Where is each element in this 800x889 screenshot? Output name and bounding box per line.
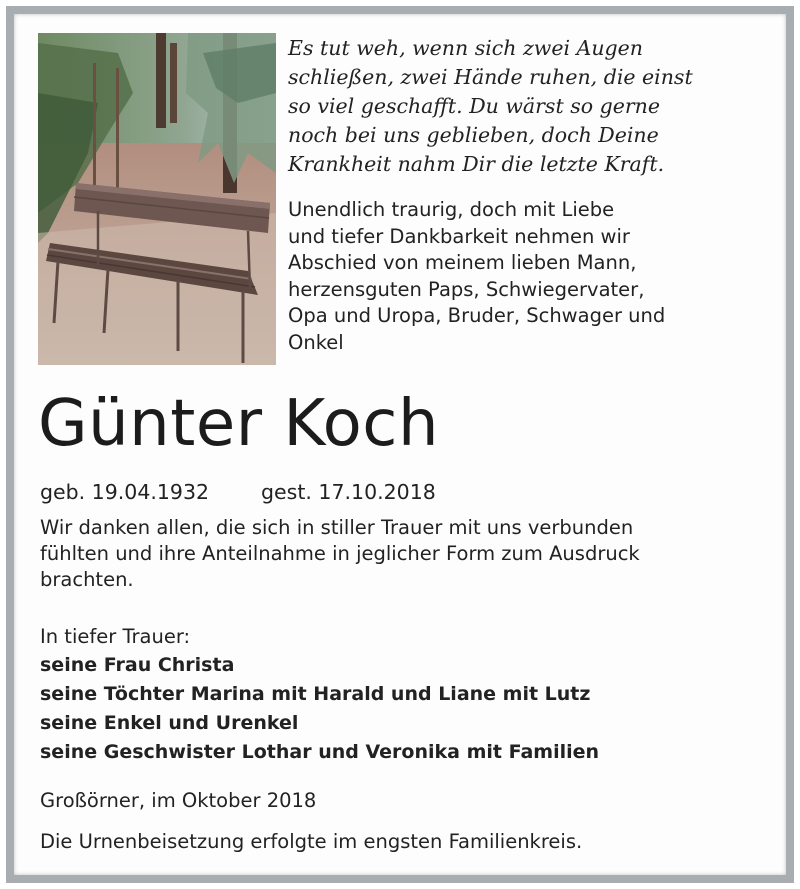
place-date: Großörner, im Oktober 2018	[40, 789, 317, 812]
poem-line: Es tut weh, wenn sich zwei Augen	[288, 36, 644, 60]
intro-line: Opa und Uropa, Bruder, Schwager und	[288, 304, 666, 327]
bench-photo	[38, 33, 276, 365]
poem-text	[288, 34, 758, 179]
mourners-heading: In tiefer Trauer:	[40, 625, 191, 648]
intro-line: herzensguten Paps, Schwiegervater,	[288, 277, 645, 301]
burial-note: Die Urnenbeisetzung erfolgte im engsten Familienkreis.	[40, 830, 583, 853]
mourner-entry: seine Geschwister Lothar und Veronika mit Familien	[40, 741, 600, 763]
death-date: gest. 17.10.2018	[261, 480, 436, 504]
bench-photo-image	[38, 33, 276, 365]
intro-line: Onkel	[288, 330, 344, 354]
deceased-name: Günter Koch	[38, 387, 440, 461]
thanks-line: fühlten und ihre Anteilnahme in jeglicher Form zum Ausdruck	[40, 542, 640, 565]
life-dates	[40, 478, 436, 506]
poem-line: Krankheit nahm Dir die letzte Kraft.	[288, 152, 665, 176]
poem-line: so viel geschafft. Du wärst so gerne	[288, 94, 660, 118]
intro-text	[288, 197, 758, 356]
intro-line: und tiefer Dankbarkeit nehmen wir	[288, 224, 630, 248]
thanks-text	[40, 515, 760, 593]
mourners-block	[40, 622, 599, 767]
mourner-entry: seine Enkel und Urenkel	[40, 712, 299, 734]
poem-line: noch bei uns geblieben, doch Deine	[288, 123, 659, 147]
poem-line: schließen, zwei Hände ruhen, die einst	[288, 65, 693, 89]
birth-date: geb. 19.04.1932	[40, 480, 210, 504]
mourner-entry: seine Frau Christa	[40, 654, 235, 676]
thanks-line: brachten.	[40, 568, 134, 591]
mourner-entry: seine Töchter Marina mit Harald und Liane mit Lutz	[40, 683, 591, 705]
intro-line: Abschied von meinem lieben Mann,	[288, 251, 637, 274]
intro-line: Unendlich traurig, doch mit Liebe	[288, 198, 615, 221]
thanks-line: Wir danken allen, die sich in stiller Trauer mit uns verbunden	[40, 516, 634, 539]
